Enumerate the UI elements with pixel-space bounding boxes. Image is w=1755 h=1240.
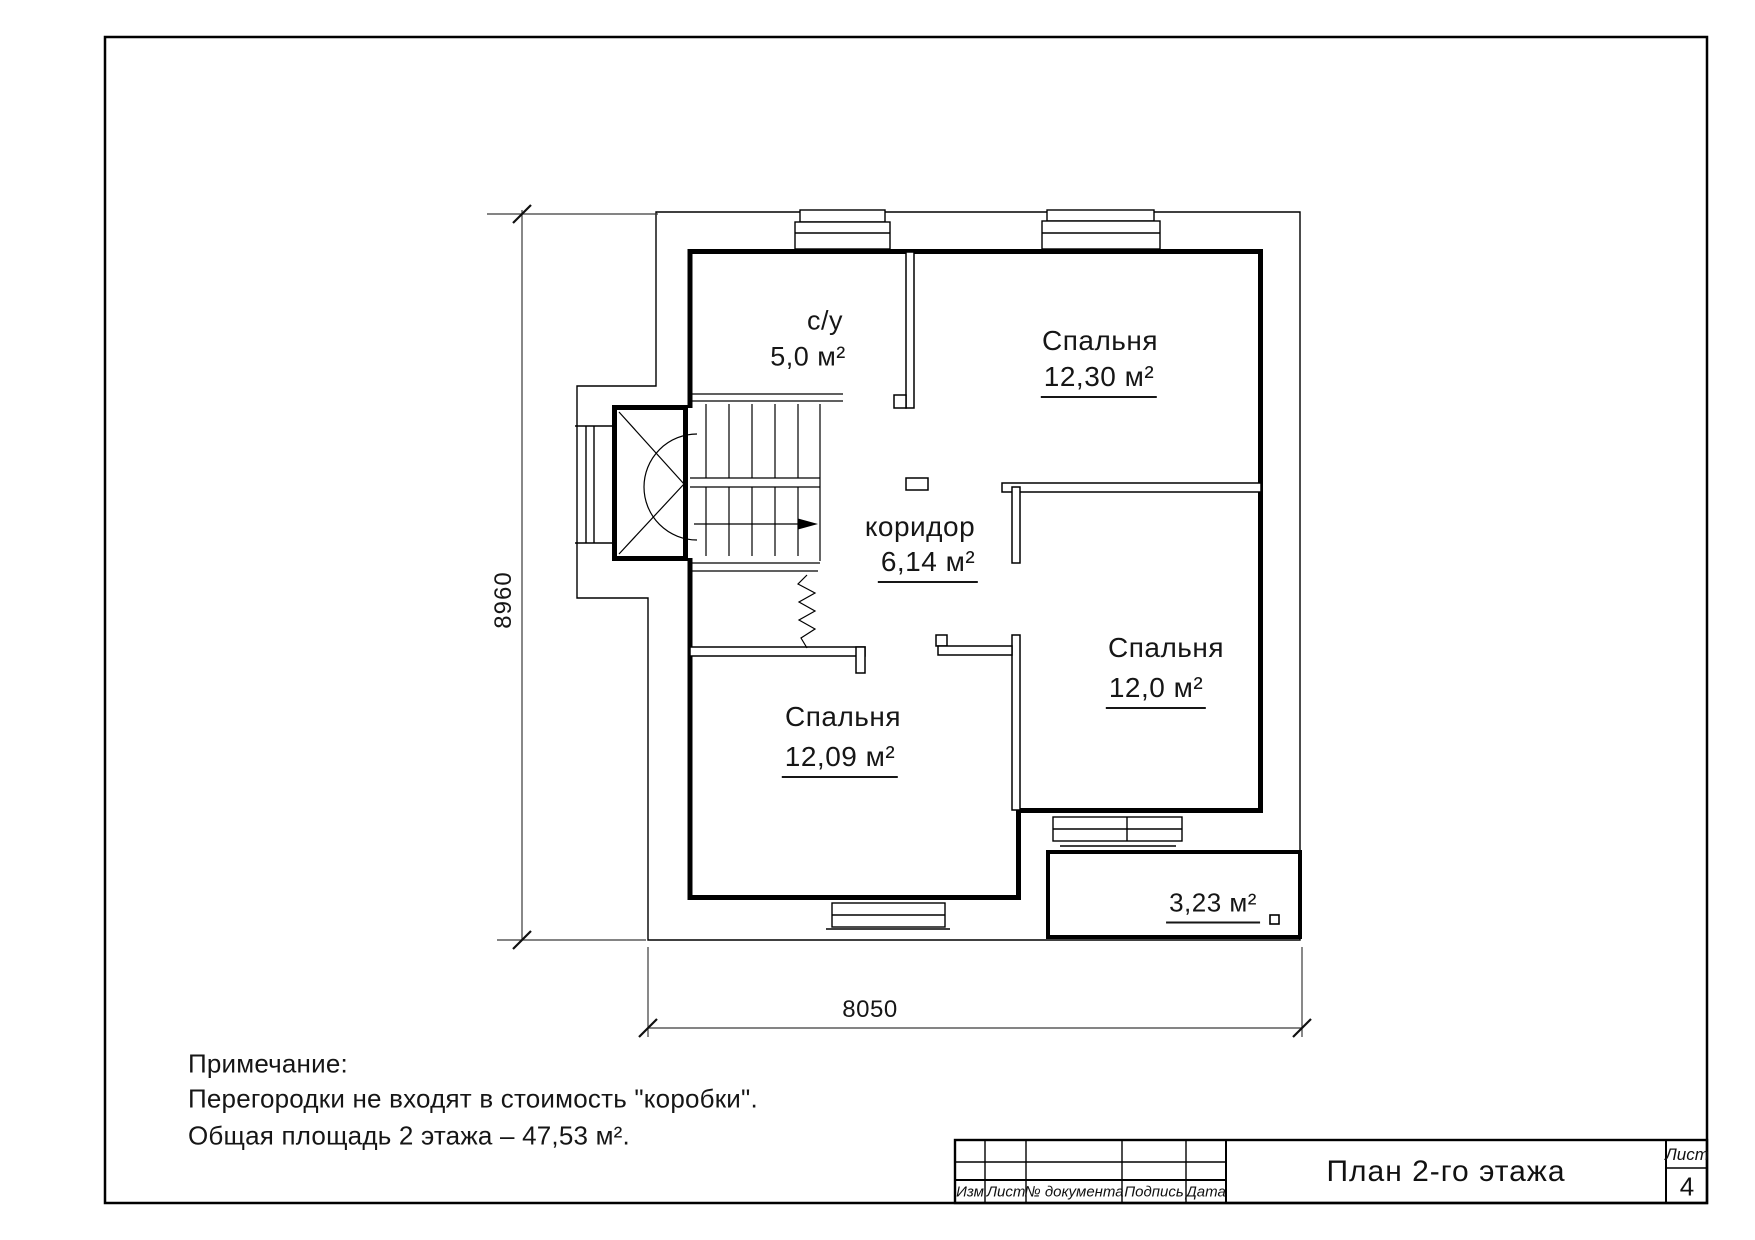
- room-area-value: 12,30 м²: [1041, 361, 1157, 398]
- sheet-label: Лист: [1665, 1145, 1709, 1164]
- room-label-bedroom-3: Спальня: [784, 701, 902, 732]
- room-area-corridor: [878, 546, 978, 578]
- break-line: [798, 575, 815, 648]
- note-line-1: Перегородки не входят в стоимость "коробки".: [188, 1083, 758, 1114]
- room-area-bedroom-1: [1041, 361, 1157, 393]
- drawing-title: План 2-го этажа: [1326, 1155, 1566, 1188]
- room-area-value: 12,0 м²: [1106, 672, 1206, 709]
- room-area-value: 12,09 м²: [782, 741, 898, 778]
- note-line-2: Общая площадь 2 этажа – 47,53 м².: [188, 1120, 630, 1151]
- room-label-corridor: коридор: [864, 511, 976, 542]
- room-label-bathroom: с/у: [806, 305, 844, 336]
- dimension-width: 8050: [842, 996, 898, 1023]
- titleblock-col-list: Лист: [986, 1183, 1026, 1201]
- sheet-number: 4: [1679, 1171, 1695, 1202]
- window-top-right: [1042, 210, 1160, 249]
- titleblock-col-doc: № документа: [1024, 1183, 1124, 1201]
- dimension-height: 8960: [490, 571, 517, 629]
- window-stair-bay: [575, 426, 612, 543]
- room-area-balcony: [1166, 888, 1260, 919]
- interior-partitions: [690, 252, 1261, 810]
- staircase: [619, 394, 843, 648]
- room-label-bedroom-2: Спальня: [1107, 632, 1225, 663]
- titleblock-col-podpis: Подпись: [1124, 1183, 1184, 1201]
- titleblock-col-data: Дата: [1186, 1183, 1226, 1201]
- window-bottom-left: [826, 903, 950, 929]
- room-area-bedroom-3: [782, 741, 898, 773]
- room-area-value: 6,14 м²: [878, 546, 978, 583]
- room-area-bedroom-2: [1106, 672, 1206, 704]
- room-label-bedroom-1: Спальня: [1041, 325, 1159, 356]
- titleblock-col-izm: Изм: [956, 1183, 984, 1201]
- room-area-bathroom: 5,0 м²: [770, 341, 846, 372]
- note-heading: Примечание:: [188, 1048, 348, 1079]
- window-bottom-right: [1053, 817, 1182, 846]
- window-top-left: [795, 210, 890, 249]
- room-area-value: 3,23 м²: [1166, 888, 1260, 924]
